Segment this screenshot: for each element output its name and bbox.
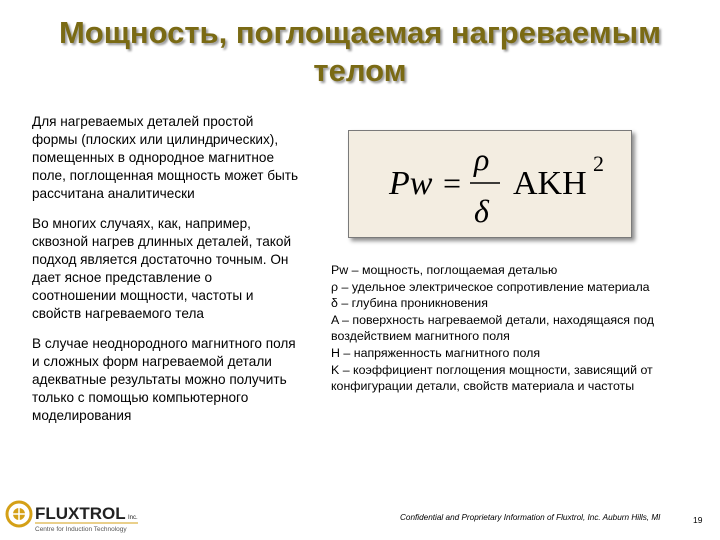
legend-item: H – напряженность магнитного поля — [331, 345, 541, 360]
formula-equals: = — [443, 165, 462, 201]
legend-item: A – поверхность нагреваемой детали, находящаяся под воздействием магнитного поля — [331, 312, 654, 344]
formula-legend — [331, 262, 711, 395]
slide-title-line-2: телом — [313, 53, 407, 88]
formula-exponent: 2 — [593, 151, 604, 176]
formula-numerator: ρ — [474, 141, 490, 177]
logo-svg — [4, 497, 144, 535]
logo-wordmark: FLUXTROL — [35, 504, 126, 523]
slide-title-line-1: Мощность, поглощаемая нагреваемым — [58, 15, 662, 50]
legend-item: K – коэффициент поглощения мощности, зависящий от конфигурации детали, свойств материала и частоты — [331, 362, 653, 394]
legend-item: ρ – удельное электрическое сопротивление материала — [331, 279, 650, 294]
formula-svg — [349, 131, 631, 237]
formula-box — [348, 130, 632, 238]
paragraph-1: Для нагреваемых деталей простой формы (плоских или цилиндрических), помещенных в однородное магнитное поле, поглощенная мощность может быть рассчитана аналитически — [32, 114, 299, 201]
legend-item: Pw – мощность, поглощаемая деталью — [331, 263, 558, 277]
logo-cross-icon — [9, 504, 29, 524]
paragraph-2: Во многих случаях, как, например, сквозной нагрев длинных деталей, такой подход является достаточно точным. Он дает ясное представление о соотношении мощности, частоты и свойств нагреваемого тела — [32, 216, 292, 321]
page-number: 19 — [693, 515, 703, 525]
confidential-notice: Confidential and Proprietary Information of Fluxtrol, Inc. Auburn Hills, MI — [400, 513, 661, 522]
formula-lhs: Pw — [389, 165, 433, 202]
body-text — [32, 113, 300, 437]
fluxtrol-logo — [4, 497, 144, 535]
formula-denominator: δ — [474, 193, 489, 229]
legend-item: δ – глубина проникновения — [331, 296, 488, 311]
formula-rhs: AKH — [513, 165, 587, 202]
logo-tagline: Centre for Induction Technology — [35, 526, 127, 533]
paragraph-3: В случае неоднородного магнитного поля и сложных форм нагреваемой детали адекватные результаты можно получить только с помощью компьютерного моделирования — [32, 336, 296, 423]
logo-suffix: Inc. — [128, 515, 138, 521]
slide-title — [0, 14, 720, 90]
